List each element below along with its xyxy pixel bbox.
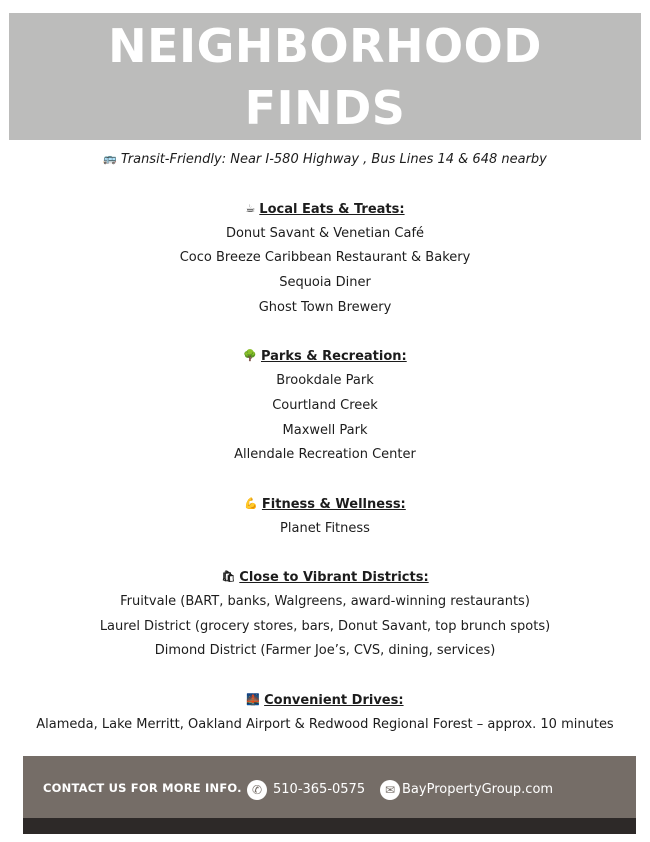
section-parks <box>0 344 650 467</box>
footer-strip <box>23 818 636 834</box>
list-item: Sequoia Diner <box>279 275 371 291</box>
section-drives <box>0 688 650 737</box>
section-districts <box>0 565 650 664</box>
tree-icon: 🌳 <box>243 349 257 363</box>
list-item: Laurel District (grocery stores, bars, Donut Savant, top brunch spots) <box>99 618 551 634</box>
contact-label: CONTACT US FOR MORE INFO. <box>43 781 242 795</box>
title-banner <box>9 13 641 140</box>
coffee-icon: ☕ <box>245 202 256 215</box>
section-local-eats <box>0 197 650 320</box>
website-link[interactable]: BayPropertyGroup.com <box>402 782 554 797</box>
section-heading <box>0 688 650 713</box>
phone-icon: ✆ <box>247 780 267 800</box>
section-heading-text: Convenient Drives: <box>264 693 404 708</box>
section-heading <box>0 565 650 590</box>
section-heading-text: Local Eats & Treats: <box>259 202 405 217</box>
list-item: Alameda, Lake Merritt, Oakland Airport & Redwood Regional Forest – approx. 10 minutes <box>36 716 614 732</box>
transit-text: Transit-Friendly: Near I-580 Highway , Bus Lines 14 & 648 nearby <box>120 152 547 167</box>
list-item: Brookdale Park <box>276 373 374 389</box>
list-item: Allendale Recreation Center <box>234 447 416 463</box>
list-item: Maxwell Park <box>282 422 368 438</box>
section-heading-text: Fitness & Wellness: <box>261 496 406 512</box>
bridge-at-night-icon: 🌉 <box>246 693 261 706</box>
page-title-line-2: FINDS <box>244 81 406 135</box>
phone-number-link[interactable]: 510-365-0575 <box>273 782 366 797</box>
page-title-line-1: NEIGHBORHOOD <box>108 19 542 73</box>
list-item: Coco Breeze Caribbean Restaurant & Bakery <box>179 250 471 266</box>
list-item: Ghost Town Brewery <box>258 299 392 315</box>
flexed-biceps-icon: 💪 <box>244 496 258 510</box>
contact-bar <box>23 756 636 818</box>
email-icon: ✉ <box>380 780 400 800</box>
section-heading-text: Close to Vibrant Districts: <box>239 570 429 586</box>
list-item: Dimond District (Farmer Joe’s, CVS, dining, services) <box>154 643 496 659</box>
sections-list <box>0 197 650 761</box>
transit-line <box>0 150 650 169</box>
list-item: Planet Fitness <box>280 520 370 536</box>
list-item: Courtland Creek <box>272 397 378 413</box>
section-heading <box>0 344 650 369</box>
bus-icon: 🚌 <box>103 152 117 165</box>
list-item: Fruitvale (BART, banks, Walgreens, award-winning restaurants) <box>120 593 530 609</box>
shopping-bags-icon: 🛍 <box>221 570 236 584</box>
section-heading <box>0 197 650 222</box>
list-item: Donut Savant & Venetian Café <box>225 225 425 241</box>
section-fitness <box>0 492 650 541</box>
section-heading <box>0 492 650 517</box>
section-heading-text: Parks & Recreation: <box>260 349 407 365</box>
